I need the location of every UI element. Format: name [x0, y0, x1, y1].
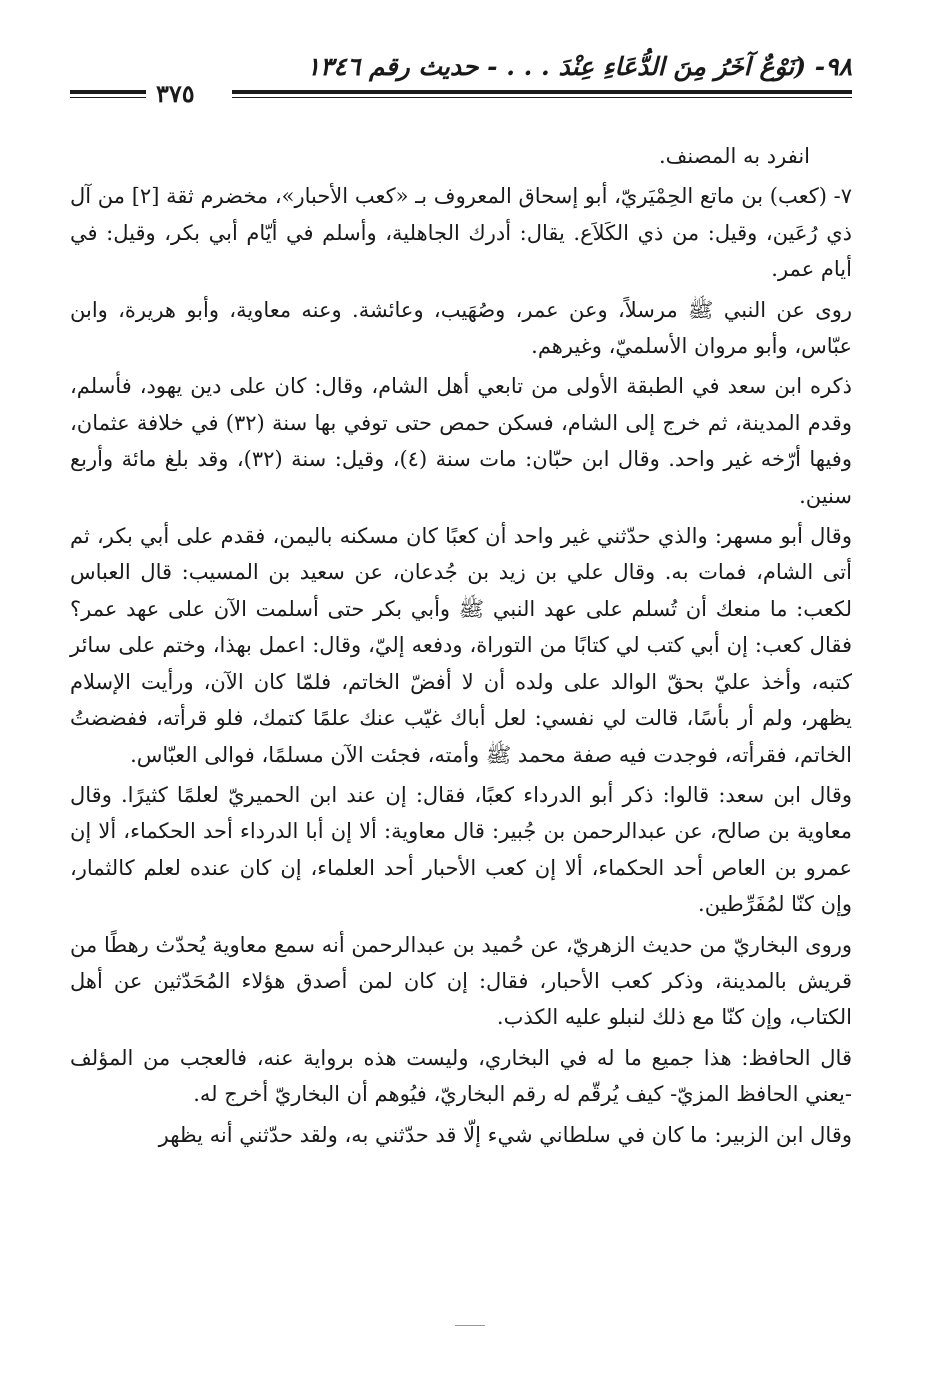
paragraph: وروى البخاريّ من حديث الزهريّ، عن حُميد بن عبدالرحمن أنه سمع معاوية يُحدّث رهطًا من قريش بالمدينة، وذكر كعب الأحبار، فقال: إن كان لمن أصدق هؤلاء المُحَدّثين عن أهل الكتاب، وإن كنّا مع ذلك لنبلو عليه الكذب.: [70, 932, 852, 1030]
running-title: ٩٨- (نَوْعٌ آخَرُ مِنَ الدُّعَاءِ عِنْدَ . . . - حديث رقم ١٣٤٦: [306, 52, 852, 81]
paragraph: انفرد به المصنف.: [658, 144, 810, 168]
paragraph: وقال أبو مسهر: والذي حدّثني غير واحد أن كعبًا كان مسكنه باليمن، فقدم على أبي بكر، ثم أتى الشام، فمات به. وقال علي بن زيد بن جُدعان، عن سعيد بن المسيب: قال العباس لكعب: ما منعك أن تُسلم على عهد النبي ﷺ وأبي بكر حتى أسلمت الآن على عهد عمر؟ فقال كعب: إن أبي كتب لي كتابًا من التوراة، ودفعه إليّ، وقال: اعمل بهذا، وختم على سائر كتبه، وأخذ عليّ بحقّ الوالد على ولده أن لا أفضّ الخاتم، فلمّا كان الآن، ورأيت الإسلام يظهر، ولم أر بأسًا، قالت لي نفسي: لعل أباك غيّب عنك علمًا كتمك، فلو قرأته، ففضضتُ الخاتم، فقرأته، فوجدت فيه صفة محمد ﷺ وأمته، فجئت الآن مسلمًا، فوالى العبّاس.: [70, 524, 852, 767]
paragraph: ٧- (كعب) بن ماتع الحِمْيَريّ، أبو إسحاق المعروف بـ «كعب الأحبار»، مخضرم ثقة [٢] من آل ذي رُعَين، وقيل: من ذي الكَلاَع. يقال: أدرك الجاهلية، وأسلم في أيّام أبي بكر، وقيل: في أيام عمر.: [70, 184, 852, 282]
book-page: [70, 52, 852, 1352]
footer-mark: [455, 1325, 485, 1326]
page-header: [70, 52, 852, 110]
page-number-rule: [70, 90, 146, 98]
paragraph: ذكره ابن سعد في الطبقة الأولى من تابعي أهل الشام، وقال: كان على دين يهود، فأسلم، وقدم المدينة، ثم خرج إلى الشام، فسكن حمص حتى توفي بها سنة (٣٢) في خلافة عثمان، وفيها أرّخه غير واحد. وقال ابن حبّان: مات سنة (٤)، وقيل: سنة (٣٢)، وقد بلغ مائة وأربع سنين.: [70, 374, 852, 508]
paragraph: روى عن النبي ﷺ مرسلاً، وعن عمر، وصُهَيب، وعائشة. وعنه معاوية، وأبو هريرة، وابن عبّاس، وأبو مروان الأسلميّ، وغيرهم.: [70, 297, 852, 359]
body-text: [70, 138, 852, 1157]
header-rule: [232, 90, 852, 98]
paragraph: وقال ابن الزبير: ما كان في سلطاني شيء إلّا قد حدّثني به، ولقد حدّثني أنه يظهر: [158, 1122, 852, 1147]
paragraph: وقال ابن سعد: قالوا: ذكر أبو الدرداء كعبًا، فقال: إن عند ابن الحميريّ لعلمًا كثيرًا. وقال معاوية بن صالح، عن عبدالرحمن بن جُبير: قال معاوية: ألا إن أبا الدرداء أحد الحكماء، ألا إن عمرو بن العاص أحد الحكماء، ألا إن كعب الأحبار أحد العلماء، إن كان عنده لعلم كالثمار، وإن كنّا لمُفَرِّطين.: [70, 782, 852, 917]
paragraph: قال الحافظ: هذا جميع ما له في البخاري، وليست هذه برواية عنه، فالعجب من المؤلف -يعني الحافظ المزيّ- كيف يُرقّم له رقم البخاريّ، فيُوهم أن البخاريّ أخرج له.: [70, 1045, 852, 1107]
page-number: ٣٧٥: [156, 79, 195, 108]
